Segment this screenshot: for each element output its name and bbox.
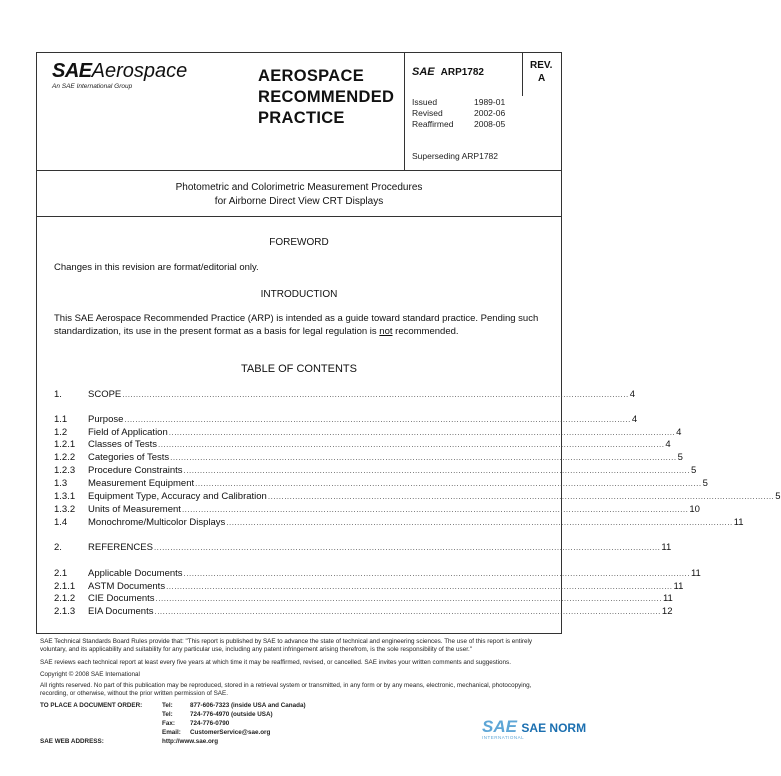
toc-leader-dots: .......................................................................................................................................................................................... <box>122 390 629 399</box>
contact-fax <box>162 720 229 727</box>
toc-number: 1.2.2 <box>54 452 76 463</box>
revised-row <box>412 108 505 118</box>
rev-value: A <box>538 73 546 84</box>
toc-page: 4 <box>665 439 671 450</box>
toc-page: 5 <box>775 491 781 502</box>
issued-value: 1989-01 <box>474 97 506 107</box>
toc-entry-1-2-1[interactable] <box>54 439 671 451</box>
introduction-text-underlined: not <box>379 326 393 337</box>
toc-number: 2.1 <box>54 568 68 579</box>
web-address-link[interactable]: http://www.sae.org <box>162 738 219 745</box>
toc-number: 1.4 <box>54 517 68 528</box>
toc-number: 1.3.1 <box>54 491 76 502</box>
toc-leader-dots: .......................................................................................................................................................................................... <box>153 543 661 552</box>
toc-entry-1-1[interactable] <box>54 414 638 426</box>
rev-box-divider <box>522 52 523 96</box>
doc-number-group <box>412 66 484 78</box>
toc-page: 11 <box>662 593 673 604</box>
document-title-line-2: for Airborne Direct View CRT Displays <box>214 196 384 207</box>
foreword-heading: FOREWORD <box>269 237 329 248</box>
toc-page: 4 <box>676 427 682 438</box>
toc-label: Monochrome/Multicolor Displays <box>88 517 226 528</box>
reaffirmed-value: 2008-05 <box>474 119 506 129</box>
toc-label: Classes of Tests <box>88 439 157 450</box>
toc-entry-2-1[interactable] <box>54 568 701 580</box>
toc-entry-1-3-2[interactable] <box>54 504 700 516</box>
introduction-text <box>54 312 544 338</box>
toc-label: ASTM Documents <box>88 581 166 592</box>
toc-page: 10 <box>689 504 700 515</box>
toc-entry-1-2[interactable] <box>54 427 682 439</box>
introduction-heading: INTRODUCTION <box>260 289 338 300</box>
toc-page: 5 <box>677 452 683 463</box>
toc-page: 12 <box>661 606 673 617</box>
toc-heading: TABLE OF CONTENTS <box>241 363 357 375</box>
sae-norm-watermark <box>482 717 586 740</box>
contact-value[interactable]: 724-776-0790 <box>190 720 230 727</box>
logo-aerospace-text: Aerospace <box>91 60 188 82</box>
toc-leader-dots: .......................................................................................................................................................................................... <box>124 415 631 424</box>
foreword-text: Changes in this revision are format/editorial only. <box>54 262 259 273</box>
toc-page: 4 <box>629 389 635 400</box>
toc-leader-dots: .......................................................................................................................................................................................... <box>181 505 689 514</box>
title-divider <box>36 216 562 217</box>
toc-label: SCOPE <box>88 389 122 400</box>
contact-value[interactable]: 724-776-4970 (outside USA) <box>190 711 273 718</box>
toc-number: 1.1 <box>54 414 68 425</box>
contact-label: Tel: <box>162 702 173 709</box>
toc-entry-2-1-1[interactable] <box>54 581 684 593</box>
document-type-line-3: PRACTICE <box>258 109 345 127</box>
contact-email <box>162 729 270 736</box>
superseding-note: Superseding ARP1782 <box>412 151 499 161</box>
toc-entry-1-3[interactable] <box>54 478 708 490</box>
logo-sae-text: SAE <box>52 60 92 82</box>
document-type-line-1: AEROSPACE <box>258 67 364 85</box>
toc-leader-dots: .......................................................................................................................................................................................... <box>267 492 775 501</box>
toc-number: 1.2.3 <box>54 465 76 476</box>
toc-entry-2-1-3[interactable] <box>54 606 673 618</box>
header-divider <box>36 170 562 171</box>
order-label: TO PLACE A DOCUMENT ORDER: <box>40 702 143 709</box>
footer-rules: SAE Technical Standards Board Rules provide that: "This report is published by SAE to advance the state of technical and engineering sciences. The use of this report is entirely voluntary, and its applicability and suitability for any particular use, including any patent infringement arising therefrom, is the sole responsibility of the user." <box>40 638 533 653</box>
watermark-text: SAE NORM <box>521 721 587 735</box>
contact-label: Tel: <box>162 711 173 718</box>
introduction-text-start: This SAE Aerospace Recommended Practice (ARP) is intended as a guide toward standard practice. Pending such standardization, its use in the present format as a basis for legal regulation is <box>54 313 539 337</box>
contact-value[interactable]: 877-606-7323 (inside USA and Canada) <box>190 702 306 709</box>
issued-row <box>412 97 505 107</box>
toc-leader-dots: .......................................................................................................................................................................................... <box>183 569 690 578</box>
rev-label: REV. <box>530 60 553 71</box>
revised-value: 2002-06 <box>474 108 506 118</box>
toc-label: Procedure Constraints <box>88 465 183 476</box>
toc-label: Categories of Tests <box>88 452 170 463</box>
issued-label: Issued <box>412 97 438 107</box>
document-type-line-2: RECOMMENDED <box>258 88 395 106</box>
toc-label: Measurement Equipment <box>88 478 195 489</box>
toc-number: 2. <box>54 542 62 553</box>
toc-page: 11 <box>690 568 701 579</box>
web-label: SAE WEB ADDRESS: <box>40 738 104 745</box>
watermark-logo: SAE <box>482 717 517 736</box>
contact-label: Email: <box>162 729 181 736</box>
toc-label: REFERENCES <box>88 542 153 553</box>
toc-number: 1.2 <box>54 427 68 438</box>
doc-number: ARP1782 <box>440 67 484 78</box>
toc-leader-dots: .......................................................................................................................................................................................... <box>226 518 733 527</box>
footer-copyright: Copyright © 2008 SAE International <box>40 671 140 678</box>
toc-number: 1.3 <box>54 478 68 489</box>
document-title <box>36 181 562 209</box>
toc-entry-1-2-2[interactable] <box>54 452 683 464</box>
footer-rights: All rights reserved. No part of this publication may be reproduced, stored in a retrieval system or transmitted, in any form or by any means, electronic, mechanical, photocopying, recording, or otherwise, without the prior written permission of SAE. <box>40 682 532 697</box>
revised-label: Revised <box>412 108 443 118</box>
toc-number: 2.1.1 <box>54 581 76 592</box>
toc-entry-1-2-3[interactable] <box>54 465 697 477</box>
footer-review: SAE reviews each technical report at least every five years at which time it may be reaffirmed, revised, or cancelled. SAE invites your written comments and suggestions. <box>40 659 511 666</box>
toc-label: Purpose <box>88 414 124 425</box>
toc-entry-2-1-2[interactable] <box>54 593 673 605</box>
toc-leader-dots: .......................................................................................................................................................................................... <box>168 428 676 437</box>
contact-tel-2 <box>162 711 273 718</box>
reaffirmed-label: Reaffirmed <box>412 119 454 129</box>
toc-leader-dots: .......................................................................................................................................................................................... <box>183 466 690 475</box>
toc-label: Equipment Type, Accuracy and Calibration <box>88 491 267 502</box>
toc-entry-1-3-1[interactable] <box>54 491 781 503</box>
toc-number: 1.3.2 <box>54 504 76 515</box>
toc-leader-dots: .......................................................................................................................................................................................... <box>195 479 702 488</box>
toc-entry-1[interactable] <box>54 389 635 401</box>
watermark-subtext: INTERNATIONAL <box>482 735 525 740</box>
toc-leader-dots: .......................................................................................................................................................................................... <box>170 453 677 462</box>
logo-subtitle: An SAE International Group <box>52 83 133 90</box>
toc-label: EIA Documents <box>88 606 154 617</box>
toc-label: Applicable Documents <box>88 568 183 579</box>
toc-number: 1.2.1 <box>54 439 76 450</box>
toc-page: 5 <box>690 465 697 476</box>
toc-page: 4 <box>631 414 638 425</box>
toc-leader-dots: .......................................................................................................................................................................................... <box>158 440 665 449</box>
document-type <box>258 66 394 129</box>
contact-email-link[interactable]: CustomerService@sae.org <box>190 729 271 736</box>
toc-entry-2[interactable] <box>54 542 672 554</box>
toc-number: 2.1.3 <box>54 606 76 617</box>
introduction-text-end: recommended. <box>392 326 459 337</box>
toc-leader-dots: .......................................................................................................................................................................................... <box>154 607 661 616</box>
toc-leader-dots: .......................................................................................................................................................................................... <box>166 582 673 591</box>
toc-page: 5 <box>702 478 708 489</box>
toc-page: 11 <box>673 581 684 592</box>
contact-label: Fax: <box>162 720 175 727</box>
toc-entry-1-4[interactable] <box>54 517 744 529</box>
header-vertical-divider <box>404 52 405 170</box>
toc-label: Units of Measurement <box>88 504 181 515</box>
toc-label: Field of Application <box>88 427 168 438</box>
mini-sae-logo: SAE <box>412 66 435 78</box>
contact-tel-1 <box>162 702 306 709</box>
toc-label: CIE Documents <box>88 593 155 604</box>
toc-page: 11 <box>661 542 672 553</box>
toc-number: 1. <box>54 389 62 400</box>
toc-number: 2.1.2 <box>54 593 76 604</box>
toc-leader-dots: .......................................................................................................................................................................................... <box>155 594 662 603</box>
sae-aerospace-logo <box>52 60 187 83</box>
document-title-line-1: Photometric and Colorimetric Measurement Procedures <box>175 182 423 193</box>
toc-page: 11 <box>733 517 744 528</box>
reaffirmed-row <box>412 119 505 129</box>
